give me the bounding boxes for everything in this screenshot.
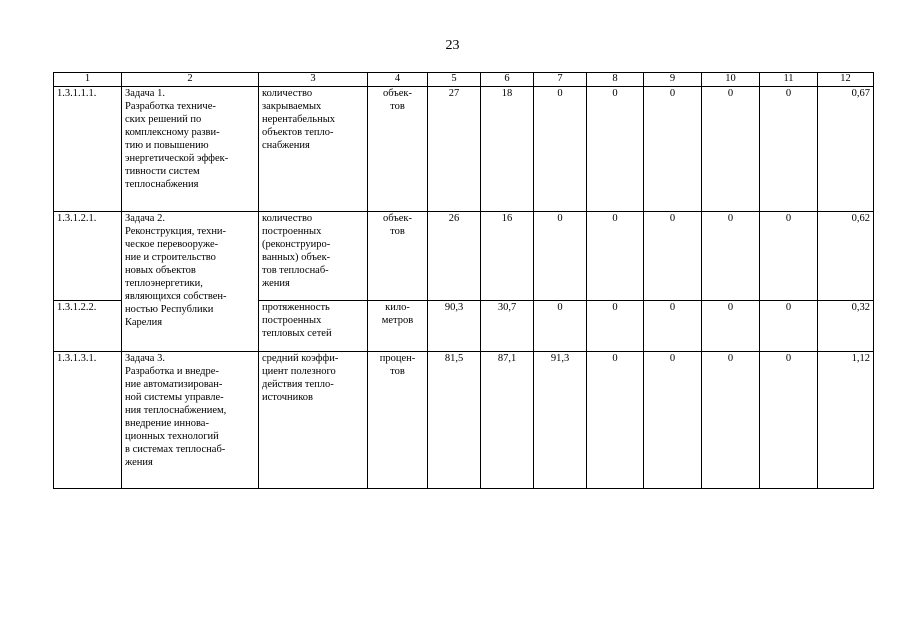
column-header: 8 [587,73,644,87]
value-cell: 87,1 [481,352,534,489]
ratio-cell: 0,67 [818,87,874,212]
ratio-cell: 1,12 [818,352,874,489]
value-cell: 91,3 [534,352,587,489]
value-cell: 0 [587,87,644,212]
value-cell: 81,5 [428,352,481,489]
value-cell: 0 [644,212,702,301]
value-cell: 0 [702,352,760,489]
row-code: 1.3.1.2.1. [54,212,122,301]
value-cell: 90,3 [428,301,481,352]
value-cell: 0 [587,301,644,352]
value-cell: 30,7 [481,301,534,352]
value-cell: 0 [702,301,760,352]
task-description: Задача 3. Разработка и внедре- ние автоматизирован- ной системы управле- ния теплоснабжением, внедрение иннова- ционных технологий в системах теплоснаб- жения [122,352,259,489]
table-row [54,212,874,301]
value-cell: 27 [428,87,481,212]
value-cell: 0 [534,87,587,212]
ratio-cell: 0,32 [818,301,874,352]
data-table [53,72,874,489]
column-header: 2 [122,73,259,87]
table-row [54,87,874,212]
value-cell: 26 [428,212,481,301]
value-cell: 0 [760,212,818,301]
indicator-name: протяженность построенных тепловых сетей [259,301,368,352]
column-header: 10 [702,73,760,87]
value-cell: 0 [702,87,760,212]
unit-of-measure: процен- тов [368,352,428,489]
column-header: 7 [534,73,587,87]
task-description: Задача 1. Разработка техниче- ских решений по комплексному разви- тию и повышению энергетической эффек- тивности систем теплоснабжения [122,87,259,212]
row-code: 1.3.1.1.1. [54,87,122,212]
indicator-name: средний коэффи- циент полезного действия тепло- источников [259,352,368,489]
value-cell: 0 [760,352,818,489]
column-header: 3 [259,73,368,87]
value-cell: 0 [587,212,644,301]
value-cell: 0 [534,212,587,301]
row-code: 1.3.1.2.2. [54,301,122,352]
task-description: Задача 2. Реконструкция, техни- ческое перевооруже- ние и строительство новых объектов теплоэнергетики, являющихся собствен- ностью Республики Карелия [122,212,259,352]
value-cell: 18 [481,87,534,212]
unit-of-measure: объек- тов [368,212,428,301]
value-cell: 0 [587,352,644,489]
table-header [54,73,874,87]
column-header: 11 [760,73,818,87]
row-code: 1.3.1.3.1. [54,352,122,489]
column-header: 6 [481,73,534,87]
unit-of-measure: объек- тов [368,87,428,212]
value-cell: 0 [760,301,818,352]
indicator-name: количество закрываемых нерентабельных объектов тепло- снабжения [259,87,368,212]
column-header: 4 [368,73,428,87]
value-cell: 16 [481,212,534,301]
value-cell: 0 [702,212,760,301]
value-cell: 0 [644,301,702,352]
unit-of-measure: кило- метров [368,301,428,352]
value-cell: 0 [644,87,702,212]
column-header: 12 [818,73,874,87]
column-header: 1 [54,73,122,87]
indicator-name: количество построенных (реконструиро- ванных) объек- тов теплоснаб- жения [259,212,368,301]
page-number: 23 [445,38,460,53]
column-header: 9 [644,73,702,87]
table-row [54,352,874,489]
value-cell: 0 [760,87,818,212]
value-cell: 0 [534,301,587,352]
ratio-cell: 0,62 [818,212,874,301]
column-header: 5 [428,73,481,87]
value-cell: 0 [644,352,702,489]
